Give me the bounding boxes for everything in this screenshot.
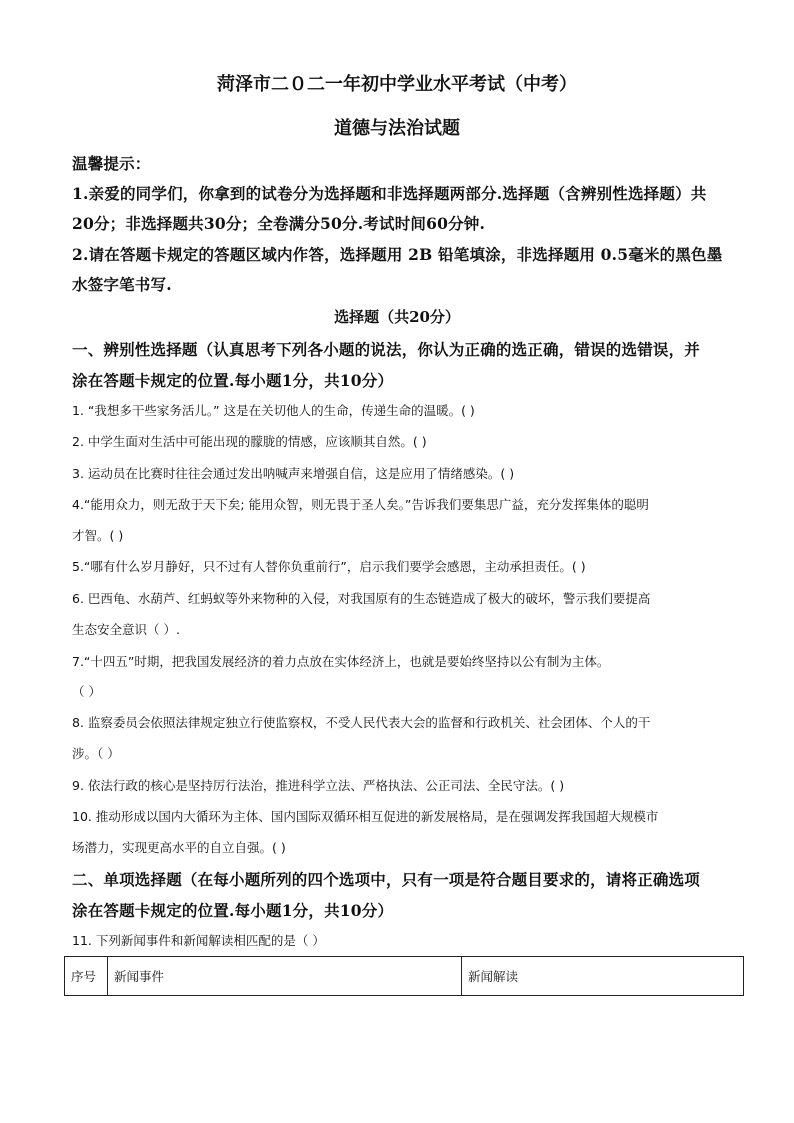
table-header-interpretation: 新闻解读 (468, 969, 519, 984)
question-6b: 生态安全意识（ ）. (72, 622, 180, 637)
question-10a: 10. 推动形成以国内大循环为主体、国内国际双循环相互促进的新发展格局，是在强调发挥我国超大规模市 (72, 809, 659, 824)
part2-heading-a: 二、单项选择题（在每小题所列的四个选项中，只有一项是符合题目要求的，请将正确选项 (72, 870, 701, 889)
tips-line-2b: 水签字笔书写. (72, 275, 172, 294)
tips-line-1a: 1.亲爱的同学们，你拿到的试卷分为选择题和非选择题两部分.选择题（含辨别性选择题）共 (72, 184, 707, 203)
exam-title: 菏泽市二０二一年初中学业水平考试（中考） (217, 74, 577, 95)
tips-line-2a: 2.请在答题卡规定的答题区域内作答，选择题用 2B 铅笔填涂，非选择题用 0.5毫米的黑色墨 (72, 245, 723, 264)
question-11: 11. 下列新闻事件和新闻解读相匹配的是（ ） (72, 933, 325, 948)
table-header-index: 序号 (65, 957, 108, 995)
question-9: 9. 依法行政的核心是坚持厉行法治，推进科学立法、严格执法、公正司法、全民守法。( ) (72, 778, 565, 793)
question-4a: 4.“能用众力，则无敌于天下矣; 能用众智，则无畏于圣人矣。”告诉我们要集思广益，充分发挥集体的聪明 (72, 497, 649, 512)
question-5: 5.“哪有什么岁月静好，只不过有人替你负重前行”，启示我们要学会感恩，主动承担责任。( ) (72, 559, 586, 574)
question-2: 2. 中学生面对生活中可能出现的朦胧的情感，应该顺其自然。( ) (72, 434, 427, 449)
exam-subtitle: 道德与法治试题 (334, 118, 460, 139)
part1-heading-a: 一、辨别性选择题（认真思考下列各小题的说法，你认为正确的选正确，错误的选错误，并 (72, 340, 701, 359)
question-8a: 8. 监察委员会依照法律规定独立行使监察权，不受人民代表大会的监督和行政机关、社会团体、个人的干 (72, 715, 651, 730)
section-title: 选择题（共20分） (334, 308, 460, 326)
question-1: 1. “我想多干些家务活儿。” 这是在关切他人的生命，传递生命的温暖。( ) (72, 403, 475, 418)
tips-line-1b: 20分；非选择题共30分；全卷满分50分.考试时间60分钟. (72, 214, 486, 233)
table-header-event: 新闻事件 (108, 957, 462, 995)
tips-heading: 温馨提示： (72, 154, 151, 173)
question-7a: 7.“十四五”时期，把我国发展经济的着力点放在实体经济上，也就是要始终坚持以公有制为主体。 (72, 654, 610, 669)
question-8b: 涉。（ ） (72, 746, 120, 761)
question-10b: 场潜力，实现更高水平的自立自强。( ) (72, 840, 286, 855)
question-7b: （ ） (72, 684, 101, 699)
question-4b: 才智。( ) (72, 528, 124, 543)
question-3: 3. 运动员在比赛时往往会通过发出呐喊声来增强自信，这是应用了情绪感染。( ) (72, 466, 515, 481)
part2-heading-b: 涂在答题卡规定的位置.每小题1分，共10分） (72, 901, 394, 920)
part1-heading-b: 涂在答题卡规定的位置.每小题1分，共10分） (72, 371, 394, 390)
news-table (64, 956, 744, 996)
question-6a: 6. 巴西龟、水葫芦、红蚂蚁等外来物种的入侵，对我国原有的生态链造成了极大的破坏，警示我们要提高 (72, 591, 651, 606)
